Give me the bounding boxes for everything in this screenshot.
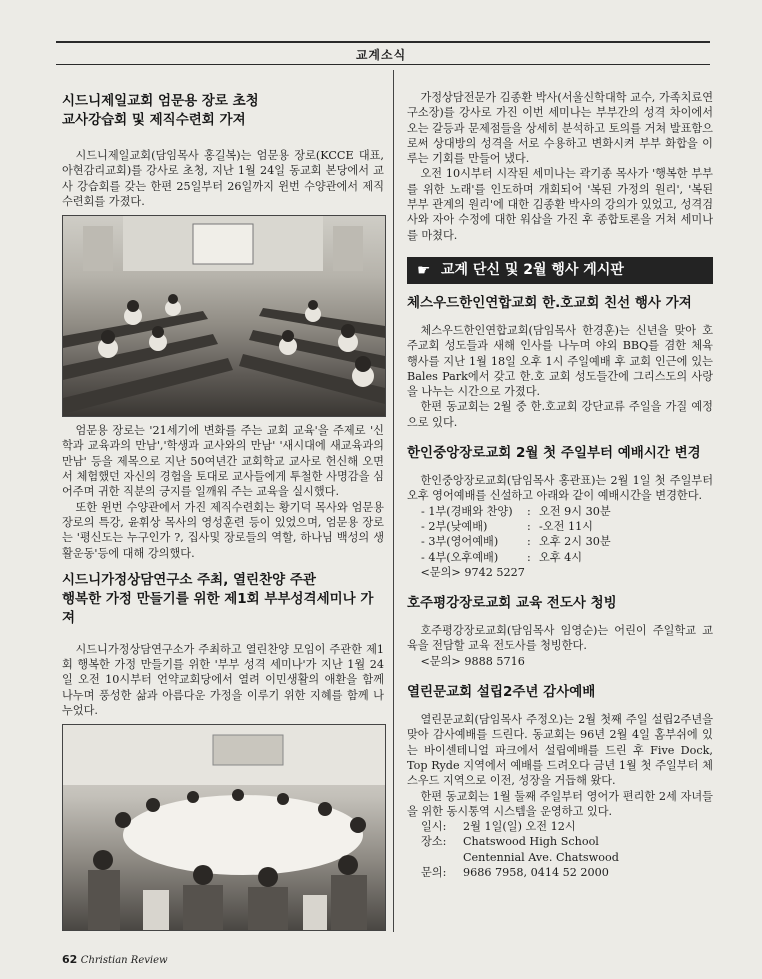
news-paragraph: 한편 동교회는 2월 중 한.호교회 강단교류 주일을 가질 예정으로 있다. xyxy=(407,400,713,429)
article-paragraph: 오전 10시부터 시작된 세미나는 곽기종 목사가 '행복한 부부를 위한 노래'를 인도하며 개회되어 '복된 가정의 원리', '복된 부부 관계의 원리'에 대한 김종환 박사의 강의가 있었고, 성격검사와 자아 수정에 대한 워삽을 가진 후 종합토론을 거쳐 세미나를 마쳤다. xyxy=(407,167,713,242)
news-paragraph: 한인중앙장로교회(담임목사 홍관표)는 2월 1일 첫 주일부터 오후 영어예배를 신설하고 아래와 같이 예배시간을 변경한다. xyxy=(407,474,713,503)
magazine-name: Christian Review xyxy=(80,955,168,966)
section-label: 교계소식 xyxy=(355,48,407,62)
page-footer xyxy=(62,953,168,966)
right-column xyxy=(407,92,713,880)
church-interior-illustration xyxy=(63,216,385,416)
article-subtitle: 교사강습회 및 제직수련회 가져 xyxy=(62,112,246,128)
bulletin-banner xyxy=(407,257,713,284)
news-paragraph: 호주평강장로교회(담임목사 임영순)는 어린이 주일학교 교육을 전담할 교육 전도사를 청빙한다. xyxy=(407,624,713,653)
info-row-place: 장소: Chatswood High School xyxy=(421,835,599,849)
seminar-room-illustration xyxy=(63,725,385,930)
news-open-door-church xyxy=(407,683,713,880)
seminar-photo xyxy=(62,724,386,931)
news-paragraph: 체스우드한인연합교회(담임목사 한경훈)는 신년을 맞아 호주교회 성도들과 새해 인사를 나누며 야외 BBQ를 겸한 체육 행사를 지난 1월 18일 오후 1시 주일예배 후 교회 인근에 있는 Bales Park에서 갖고 한.호 교회 성도들간에 그리스도의 사랑을 나누는 시간으로 가졌다. xyxy=(407,323,713,399)
article-title: 시드니제일교회 엄문용 장로 초청 xyxy=(62,93,259,109)
article-sydney-first-church xyxy=(62,92,384,561)
news-title: 호주평강장로교회 교육 전도사 청빙 xyxy=(407,595,617,612)
article-paragraph: 가정상담전문가 김종환 박사(서울신학대학 교수, 가족치료연구소장)를 강사로 가진 이번 세미나는 부부간의 성격 차이에서 오는 갈등과 문제점들을 상세히 분석하고 토의를 거쳐 발표함으로써 상대방의 성격을 서로 수용하고 변화시켜 부부 화합을 이루는 기회를 만들어 냈다. xyxy=(407,91,713,166)
schedule-row: - 3부(영어예배) : 오후 2시 30분 xyxy=(421,535,611,549)
schedule-row: - 4부(오후예배) : 오후 4시 xyxy=(421,550,583,564)
article-paragraph: 또한 윈번 수양관에서 가진 제직수련회는 황기덕 목사와 엄문용 장로의 특강, 윤휘상 목사의 영성훈련 등이 있었으며, 엄문용 장로는 '평신도는 누구인가 ?, 집사및 장로들의 역할, 하나님 백성의 생활운동'등에 대해 강의했다. xyxy=(62,500,384,560)
article-paragraph: 시드니제일교회(담임목사 홍길복)는 엄문용 장로(KCCE 대표,아현감리교회)를 강사로 초청, 지난 1월 24일 동교회 본당에서 교사 강습회를 갖는 한편 25일부터 26일까지 윈번 수양관에서 제직수련회를 가졌다. xyxy=(62,149,384,208)
info-row-date: 일시: 2월 1일(일) 오전 12시 xyxy=(421,820,576,834)
news-title: 체스우드한인연합교회 한.호교회 친선 행사 가져 xyxy=(407,294,692,311)
church-training-photo xyxy=(62,215,386,417)
news-pyeonggang-church xyxy=(407,594,713,669)
contact-line: <문의> 9888 5716 xyxy=(420,654,525,668)
schedule-row: - 2부(낮예배) : -오전 11시 xyxy=(421,519,593,533)
article-paragraph: 엄문용 장로는 '21세기에 변화를 주는 교회 교육'을 주제로 '신학과 교육과의 만남','학생과 교사와의 만남' '새시대에 새교육과의 만남' 등을 제목으로 지난 50여년간 교회학교 교사로 헌신해 오면서 체험했던 자신의 경험을 토대로 교사들에게 투철한 사명감을 심어주며 귀한 직분의 긍지를 일깨워 주는 교육을 실시했다. xyxy=(62,424,384,499)
news-paragraph: 열린문교회(담임목사 주정오)는 2월 첫째 주일 설립2주년을 맞아 감사예배를 드린다. 동교회는 96년 2월 4일 홈부쉬에 있는 바이센테니얼 파크에서 설립예배를 드린 후 Five Dock, Top Ryde 지역에서 예배를 드려오다 금년 1월 첫 주일부터 체스우드 지역으로 이전, 성장을 거듭해 왔다. xyxy=(407,713,713,788)
article-subtitle: 행복한 가정 만들기를 위한 제1회 부부성격세미나 가져 xyxy=(62,590,374,626)
column-divider xyxy=(393,70,394,932)
schedule-row: - 1부(경배와 찬양) : 오전 9시 30분 xyxy=(421,504,611,518)
contact-line: <문의> 9742 5227 xyxy=(420,565,525,579)
news-central-presbyterian xyxy=(407,444,713,580)
info-row-place-cont: Centennial Ave. Chatswood xyxy=(463,850,619,864)
pointing-hand-icon: ☛ xyxy=(417,260,431,279)
worship-schedule xyxy=(407,504,713,565)
article-couple-seminar xyxy=(62,571,384,931)
header-rule xyxy=(56,64,710,65)
left-column xyxy=(62,92,384,931)
event-info xyxy=(407,819,713,880)
bulletin-banner-label: 교계 단신 및 2월 행사 게시판 xyxy=(441,261,624,278)
article-paragraph: 시드니가정상담연구소가 주최하고 열린찬양 모임이 주관한 제1회 행복한 가정 만들기를 위한 '부부 성격 세미나'가 지난 1월 24일 오전 10시부터 언약교회당에서 열려 이민생활의 애환을 함께 나누며 풍성한 삶과 아름다운 가정을 이루기 위한 지혜를 함께 나누었다. xyxy=(62,642,384,718)
page-number: 62 xyxy=(62,953,78,966)
news-title: 열린문교회 설립2주년 감사예배 xyxy=(407,684,596,701)
info-row-contact: 문의: 9686 7958, 0414 52 2000 xyxy=(421,865,609,879)
news-paragraph: 한편 동교회는 1월 둘째 주일부터 영어가 편리한 2세 자녀들을 위한 동시통역 시스템을 운영하고 있다. xyxy=(407,789,713,818)
top-rule xyxy=(56,41,710,43)
news-title: 한인중앙장로교회 2월 첫 주일부터 예배시간 변경 xyxy=(407,445,701,462)
news-chatswood-church xyxy=(407,294,713,430)
article-title: 시드니가정상담연구소 주최, 열린찬양 주관 xyxy=(62,571,316,588)
